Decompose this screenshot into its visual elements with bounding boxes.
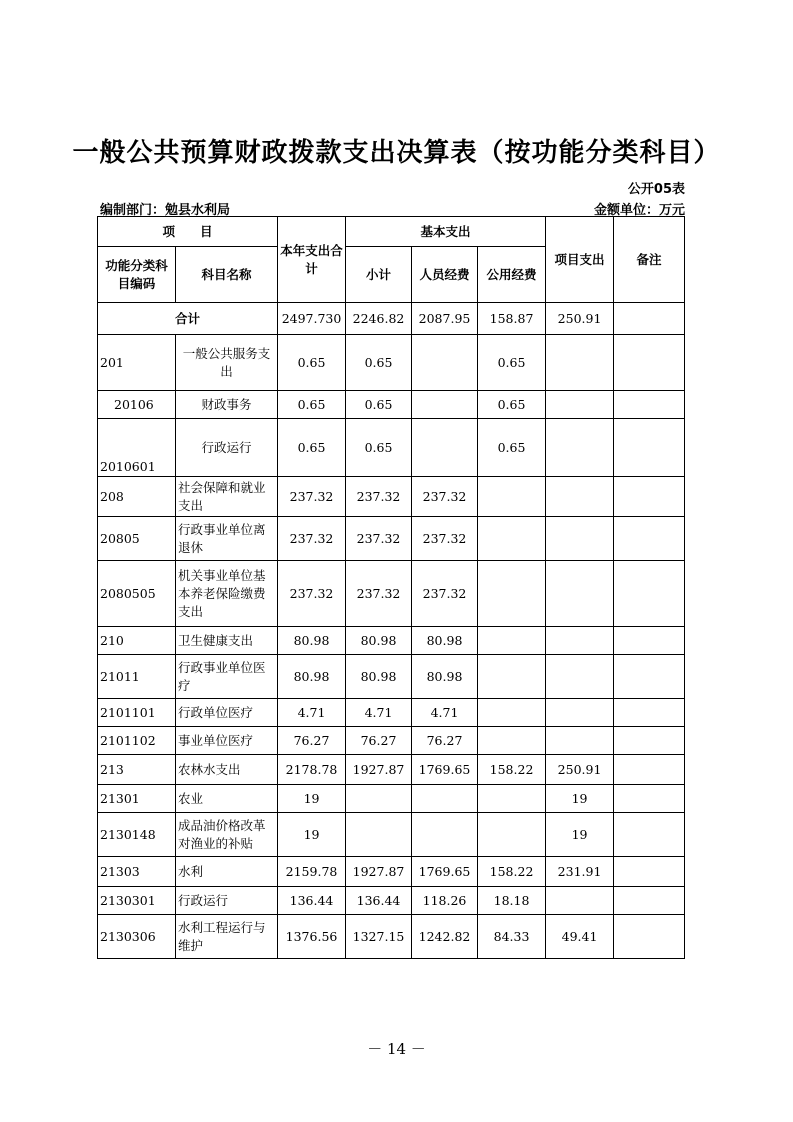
header-name: 科目名称: [176, 247, 278, 303]
row-remarks: [614, 813, 685, 857]
total-label: 合计: [98, 303, 278, 335]
row-subtotal: 237.32: [346, 517, 412, 561]
row-subtotal: 0.65: [346, 335, 412, 391]
row-public: [478, 727, 546, 755]
table-row: [98, 335, 685, 391]
row-public: 84.33: [478, 915, 546, 959]
table-row: [98, 477, 685, 517]
row-code: 2130301: [98, 887, 176, 915]
row-subtotal: 1327.15: [346, 915, 412, 959]
row-name: 行政运行: [176, 887, 278, 915]
table-row: [98, 561, 685, 627]
row-remarks: [614, 477, 685, 517]
row-code: 21301: [98, 785, 176, 813]
row-remarks: [614, 335, 685, 391]
row-remarks: [614, 391, 685, 419]
header-personnel: 人员经费: [412, 247, 478, 303]
row-code: 2010601: [98, 419, 176, 477]
page-title: 一般公共预算财政拨款支出决算表（按功能分类科目）: [72, 138, 721, 168]
row-name: 行政事业单位医疗: [176, 655, 278, 699]
header-basic: 基本支出: [346, 217, 546, 247]
row-remarks: [614, 655, 685, 699]
row-year-total: 136.44: [278, 887, 346, 915]
row-remarks: [614, 785, 685, 813]
row-project: [546, 517, 614, 561]
unit-label: 金额单位：万元: [593, 203, 685, 218]
row-code: 201: [98, 335, 176, 391]
row-name: 社会保障和就业支出: [176, 477, 278, 517]
row-code: 2080505: [98, 561, 176, 627]
row-project: [546, 419, 614, 477]
row-project: [546, 655, 614, 699]
total-row: [98, 303, 685, 335]
row-remarks: [614, 857, 685, 887]
form-code: 公开05表: [627, 182, 685, 197]
row-year-total: 2178.78: [278, 755, 346, 785]
row-year-total: 237.32: [278, 477, 346, 517]
table-row: [98, 887, 685, 915]
row-code: 21303: [98, 857, 176, 887]
row-project: 19: [546, 785, 614, 813]
header-code: 功能分类科目编码: [98, 247, 176, 303]
row-personnel: 118.26: [412, 887, 478, 915]
row-code: 20106: [98, 391, 176, 419]
page-number: － 14 －: [367, 1040, 426, 1058]
header-item: 项 目: [98, 217, 278, 247]
row-name: 行政事业单位离退休: [176, 517, 278, 561]
row-project: 19: [546, 813, 614, 857]
row-subtotal: [346, 813, 412, 857]
row-year-total: 0.65: [278, 419, 346, 477]
table-row: [98, 813, 685, 857]
row-public: 158.22: [478, 755, 546, 785]
row-subtotal: 0.65: [346, 391, 412, 419]
row-personnel: 237.32: [412, 477, 478, 517]
row-personnel: 4.71: [412, 699, 478, 727]
total-remarks: [614, 303, 685, 335]
row-personnel: 76.27: [412, 727, 478, 755]
table-row: [98, 627, 685, 655]
row-name: 行政运行: [176, 419, 278, 477]
row-personnel: 80.98: [412, 627, 478, 655]
row-code: 2130148: [98, 813, 176, 857]
row-year-total: 19: [278, 785, 346, 813]
table-row: [98, 755, 685, 785]
row-personnel: [412, 335, 478, 391]
row-public: [478, 813, 546, 857]
row-personnel: 1242.82: [412, 915, 478, 959]
row-project: [546, 887, 614, 915]
row-remarks: [614, 419, 685, 477]
row-public: [478, 655, 546, 699]
row-year-total: 237.32: [278, 561, 346, 627]
row-subtotal: [346, 785, 412, 813]
row-public: [478, 477, 546, 517]
row-personnel: 1769.65: [412, 857, 478, 887]
row-project: 250.91: [546, 755, 614, 785]
row-personnel: 1769.65: [412, 755, 478, 785]
row-public: 0.65: [478, 335, 546, 391]
row-year-total: 76.27: [278, 727, 346, 755]
table-row: [98, 785, 685, 813]
row-remarks: [614, 727, 685, 755]
row-name: 水利工程运行与维护: [176, 915, 278, 959]
table-row: [98, 391, 685, 419]
row-project: [546, 727, 614, 755]
row-remarks: [614, 755, 685, 785]
row-public: 18.18: [478, 887, 546, 915]
header-project: 项目支出: [546, 217, 614, 303]
row-year-total: 0.65: [278, 335, 346, 391]
row-public: 158.22: [478, 857, 546, 887]
row-personnel: 237.32: [412, 517, 478, 561]
row-remarks: [614, 915, 685, 959]
table-row: [98, 517, 685, 561]
total-year-total: 2497.730: [278, 303, 346, 335]
row-code: 20805: [98, 517, 176, 561]
row-year-total: 2159.78: [278, 857, 346, 887]
row-project: [546, 699, 614, 727]
table-row: [98, 915, 685, 959]
row-code: 210: [98, 627, 176, 655]
row-subtotal: 76.27: [346, 727, 412, 755]
row-name: 机关事业单位基本养老保险缴费支出: [176, 561, 278, 627]
row-remarks: [614, 627, 685, 655]
row-code: 213: [98, 755, 176, 785]
row-subtotal: 136.44: [346, 887, 412, 915]
row-name: 成品油价格改革对渔业的补贴: [176, 813, 278, 857]
row-remarks: [614, 887, 685, 915]
department-label: 编制部门：勉县水利局: [100, 203, 231, 218]
table-row: [98, 727, 685, 755]
total-public: 158.87: [478, 303, 546, 335]
row-name: 事业单位医疗: [176, 727, 278, 755]
row-year-total: 0.65: [278, 391, 346, 419]
row-public: [478, 699, 546, 727]
expenditure-table: [97, 216, 685, 959]
row-public: [478, 561, 546, 627]
row-public: 0.65: [478, 391, 546, 419]
row-personnel: [412, 391, 478, 419]
table-row: [98, 419, 685, 477]
row-name: 农林水支出: [176, 755, 278, 785]
row-year-total: 80.98: [278, 627, 346, 655]
row-personnel: 237.32: [412, 561, 478, 627]
row-year-total: 19: [278, 813, 346, 857]
table-row: [98, 655, 685, 699]
row-public: [478, 517, 546, 561]
row-year-total: 80.98: [278, 655, 346, 699]
row-subtotal: 237.32: [346, 477, 412, 517]
row-personnel: [412, 419, 478, 477]
row-code: 208: [98, 477, 176, 517]
row-project: [546, 627, 614, 655]
table-row: [98, 857, 685, 887]
row-name: 水利: [176, 857, 278, 887]
row-name: 财政事务: [176, 391, 278, 419]
row-code: 2130306: [98, 915, 176, 959]
row-remarks: [614, 561, 685, 627]
header-year-total: 本年支出合计: [278, 217, 346, 303]
row-subtotal: 1927.87: [346, 857, 412, 887]
row-project: [546, 561, 614, 627]
row-personnel: [412, 785, 478, 813]
row-subtotal: 80.98: [346, 627, 412, 655]
row-subtotal: 1927.87: [346, 755, 412, 785]
row-remarks: [614, 699, 685, 727]
total-project: 250.91: [546, 303, 614, 335]
row-name: 卫生健康支出: [176, 627, 278, 655]
row-project: [546, 391, 614, 419]
row-subtotal: 237.32: [346, 561, 412, 627]
row-project: [546, 477, 614, 517]
row-subtotal: 4.71: [346, 699, 412, 727]
row-project: [546, 335, 614, 391]
row-personnel: [412, 813, 478, 857]
row-public: [478, 627, 546, 655]
row-name: 一般公共服务支出: [176, 335, 278, 391]
row-subtotal: 80.98: [346, 655, 412, 699]
row-name: 行政单位医疗: [176, 699, 278, 727]
total-personnel: 2087.95: [412, 303, 478, 335]
header-subtotal: 小计: [346, 247, 412, 303]
row-name: 农业: [176, 785, 278, 813]
row-code: 21011: [98, 655, 176, 699]
row-public: [478, 785, 546, 813]
row-remarks: [614, 517, 685, 561]
table-row: [98, 699, 685, 727]
row-project: 231.91: [546, 857, 614, 887]
row-code: 2101101: [98, 699, 176, 727]
row-year-total: 4.71: [278, 699, 346, 727]
row-year-total: 1376.56: [278, 915, 346, 959]
row-personnel: 80.98: [412, 655, 478, 699]
header-remarks: 备注: [614, 217, 685, 303]
row-year-total: 237.32: [278, 517, 346, 561]
row-public: 0.65: [478, 419, 546, 477]
total-subtotal: 2246.82: [346, 303, 412, 335]
row-project: 49.41: [546, 915, 614, 959]
header-public: 公用经费: [478, 247, 546, 303]
row-subtotal: 0.65: [346, 419, 412, 477]
row-code: 2101102: [98, 727, 176, 755]
